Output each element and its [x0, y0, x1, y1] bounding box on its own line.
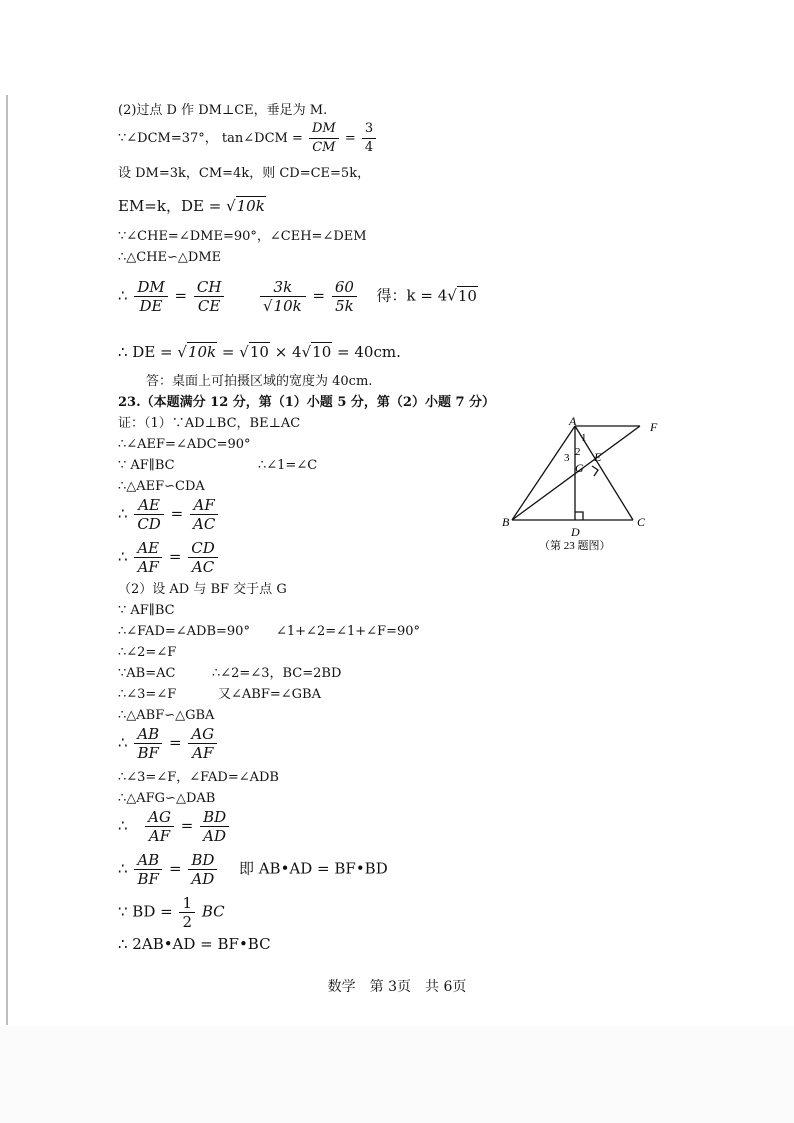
ji-line: 即 AB•AD = BF•BD: [238, 859, 388, 878]
scan-bottom-shade: [0, 1026, 794, 1123]
right-angle-d: [575, 512, 583, 520]
ratio-3k-sqrt10k: $\frac{3k}{√10k}$: [260, 278, 306, 315]
label-angle-1: 1: [581, 432, 587, 444]
tan-line: ∵∠DCM=37°， tan∠DCM = $\frac{DM}{CM}$ = $\frac{3}{4}$: [118, 120, 378, 157]
ab-ac: ∵AB=AC: [118, 666, 176, 681]
angle1-c: ∴∠1=∠C: [258, 458, 318, 473]
label-f: F: [650, 420, 658, 434]
similar-aef-cda: ∴△AEF∽CDA: [118, 479, 205, 494]
angle2-3-bc: ∴∠2=∠3，BC=2BD: [212, 666, 342, 681]
segment-ab: [512, 426, 575, 520]
fad-adb: ∴∠FAD=∠ADB=90°: [118, 624, 250, 639]
abf-gba: 又∠ABF=∠GBA: [218, 687, 321, 702]
figure-caption: （第 23 题图）: [539, 540, 611, 552]
set-values: 设 DM=3k，CM=4k，则 CD=CE=5k，: [118, 166, 371, 181]
de-result-line: ∴ DE = √10k = √10 × 4√10 = 40cm.: [118, 343, 401, 361]
em-line: EM=k，DE = √10k: [118, 197, 265, 215]
label-a: A: [569, 416, 577, 428]
ratio-60-5k: $\frac{60}{5k}$: [332, 278, 357, 315]
label-e: E: [594, 450, 602, 464]
parallel-2: ∵ AF∥BC: [118, 603, 175, 618]
answer-line: 答：桌面上可拍摄区域的宽度为 40cm.: [146, 374, 373, 389]
q23-title: 23.（本题满分 12 分，第（1）小题 5 分，第（2）小题 7 分）: [118, 395, 496, 410]
ratio-ab-bf: ∴ $\frac{AB}{BF}$ = $\frac{AG}{AF}$: [118, 725, 219, 762]
angle2-f: ∴∠2=∠F: [118, 645, 177, 660]
tan-left: ∵∠DCM=37°， tan∠DCM =: [118, 131, 303, 146]
right-angle-e: [592, 466, 598, 476]
bd-half-bc: ∵ BD = $\frac{1}{2}$ BC: [118, 894, 225, 931]
ratio-ab-bf-bd-ad: ∴ $\frac{AB}{BF}$ = $\frac{BD}{AD}$ 即 AB•AD = BF•BD: [118, 851, 388, 888]
label-angle-2: 2: [575, 446, 581, 458]
similar-che-dme: ∴△CHE∽△DME: [118, 250, 222, 265]
label-g: G: [575, 461, 584, 475]
ratio-ag-af: ∴ $\frac{AG}{AF}$ = $\frac{BD}{AD}$: [118, 808, 231, 845]
ratio-ch-ce: $\frac{CH}{CE}$: [194, 278, 225, 315]
q23-figure: [497, 416, 677, 560]
triangle-diagram: [497, 416, 677, 556]
part-2: （2）设 AD 与 BF 交于点 G: [118, 582, 287, 597]
ratio-line: ∴ $\frac{DM}{DE}$ = $\frac{CH}{CE}$ $\frac{3k}{√10k}$ = $\frac{60}{5k}$ 得：k = 4√10: [118, 278, 477, 315]
final-line: ∴ 2AB•AD = BF•BC: [118, 935, 271, 953]
angle-equalities: ∵∠CHE=∠DME=90°，∠CEH=∠DEM: [118, 229, 367, 244]
similar-abf-gba: ∴△ABF∽△GBA: [118, 708, 215, 723]
page-footer: 数学 第 3页 共 6页: [327, 979, 467, 995]
ratio-ae-af: ∴ $\frac{AE}{AF}$ = $\frac{CD}{AC}$: [118, 539, 220, 576]
label-d: D: [571, 525, 580, 539]
angle3-f: ∴∠3=∠F: [118, 687, 177, 702]
angle3-f-fad: ∴∠3=∠F，∠FAD=∠ADB: [118, 770, 279, 785]
parallel-1: ∵ AF∥BC: [118, 458, 175, 473]
sum-angles: ∠1+∠2=∠1+∠F=90°: [276, 624, 421, 639]
p2-intro: (2)过点 D 作 DM⊥CE，垂足为 M.: [118, 103, 328, 118]
aef-adc: ∴∠AEF=∠ADC=90°: [118, 437, 251, 452]
tan-fraction-dm-cm: $\frac{DM}{CM}$: [309, 120, 339, 157]
label-c: C: [637, 515, 646, 529]
ratio-ae-cd: ∴ $\frac{AE}{CD}$ = $\frac{AF}{AC}$: [118, 496, 220, 533]
tan-fraction-3-4: $\frac{3}{4}$: [362, 120, 376, 157]
k-result: 得：k = 4: [376, 286, 448, 305]
em-sqrt: 10k: [236, 197, 265, 215]
similar-afg-dab: ∴△AFG∽△DAB: [118, 791, 216, 806]
label-b: B: [502, 515, 510, 529]
ratio-dm-de: $\frac{DM}{DE}$: [134, 278, 167, 315]
scan-edge-line: [6, 95, 8, 1025]
label-angle-3: 3: [564, 452, 570, 464]
proof-1: 证：（1）∵AD⊥BC，BE⊥AC: [118, 416, 301, 431]
